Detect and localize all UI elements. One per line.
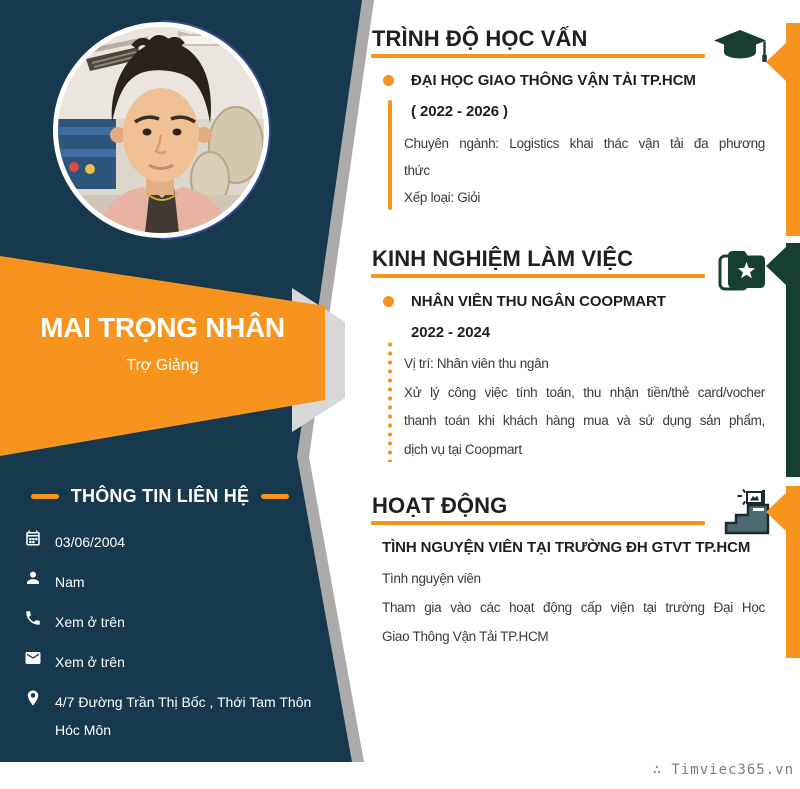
email-value: Xem ở trên xyxy=(55,654,125,670)
profile-photo xyxy=(53,22,269,238)
activities-line: Tình nguyện viên xyxy=(382,571,481,586)
education-line: Xếp loại: Giỏi xyxy=(404,190,481,205)
contact-row-phone xyxy=(24,608,314,636)
location-icon xyxy=(24,689,42,707)
education-heading: TRÌNH ĐỘ HỌC VẤN xyxy=(372,26,588,51)
experience-dotted-bar xyxy=(387,340,393,462)
activities-heading: HOẠT ĐỘNG xyxy=(372,493,508,518)
birthday-value: 03/06/2004 xyxy=(55,534,126,550)
experience-line: Vị trí: Nhân viên thu ngân xyxy=(404,356,549,371)
experience-side-arrow xyxy=(766,246,787,286)
activities-side-arrow xyxy=(766,492,787,532)
experience-side-bar xyxy=(786,243,800,477)
education-line: thức xyxy=(404,163,430,178)
experience-years: 2022 - 2024 xyxy=(411,324,490,341)
education-bullet xyxy=(383,75,394,86)
activities-description xyxy=(382,564,765,651)
calendar-icon xyxy=(24,529,42,547)
contact-row-gender xyxy=(24,568,314,596)
experience-line: Xử lý công việc tính toán, thu nhận tiền/thẻ card/vocher xyxy=(404,384,765,400)
education-years: ( 2022 - 2026 ) xyxy=(411,103,508,120)
address-line-1: 4/7 Đường Trần Thị Bốc , Thới Tam Thôn xyxy=(55,694,312,710)
activities-line: Tham gia vào các hoạt động cấp viện tại trường Đại Học xyxy=(382,600,765,615)
candidate-job-title: Trợ Giảng xyxy=(126,357,199,374)
experience-line: dịch vụ tại Coopmart xyxy=(404,441,522,457)
contact-heading-row xyxy=(0,483,320,509)
experience-bullet xyxy=(383,296,394,307)
education-description xyxy=(404,130,765,211)
folder-star-icon xyxy=(718,247,767,293)
activities-title: TÌNH NGUYỆN VIÊN TẠI TRƯỜNG ĐH GTVT TP.HCM xyxy=(382,539,751,556)
contact-row-birthday xyxy=(24,528,314,556)
address-line-2: Hóc Môn xyxy=(55,722,112,738)
experience-underline xyxy=(371,274,705,278)
education-side-bar xyxy=(786,23,800,236)
activities-side-bar xyxy=(786,486,800,658)
education-side-arrow xyxy=(766,42,787,82)
experience-description xyxy=(404,350,765,464)
education-underline xyxy=(371,54,705,58)
site-watermark: ∴ Timviec365.vn xyxy=(652,762,794,778)
profile-photo-image xyxy=(58,27,264,233)
gender-value: Nam xyxy=(55,574,85,590)
candidate-name: MAI TRỌNG NHÂN xyxy=(40,312,285,343)
phone-icon xyxy=(24,609,42,627)
heading-dash-right xyxy=(261,494,289,499)
contact-row-email xyxy=(24,648,314,676)
experience-line: thanh toán khi khách hàng mua và sử dụng sản phẩm, xyxy=(404,413,765,428)
experience-heading: KINH NGHIỆM LÀM VIỆC xyxy=(372,246,634,271)
contact-heading: THÔNG TIN LIÊN HỆ xyxy=(70,486,250,506)
contact-row-address xyxy=(24,688,314,744)
graduation-cap-icon xyxy=(714,29,768,71)
activities-line: Giao Thông Vận Tải TP.HCM xyxy=(382,629,549,644)
education-school: ĐẠI HỌC GIAO THÔNG VẬN TẢI TP.HCM xyxy=(411,72,696,89)
person-icon xyxy=(24,569,42,587)
heading-dash-left xyxy=(31,494,59,499)
experience-role: NHÂN VIÊN THU NGÂN COOPMART xyxy=(411,293,666,310)
activities-underline xyxy=(371,521,705,525)
phone-value: Xem ở trên xyxy=(55,614,125,630)
mail-icon xyxy=(24,649,42,667)
education-left-bar xyxy=(388,100,392,210)
education-line: Chuyên ngành: Logistics khai thác vận tải đa phương xyxy=(404,136,765,151)
